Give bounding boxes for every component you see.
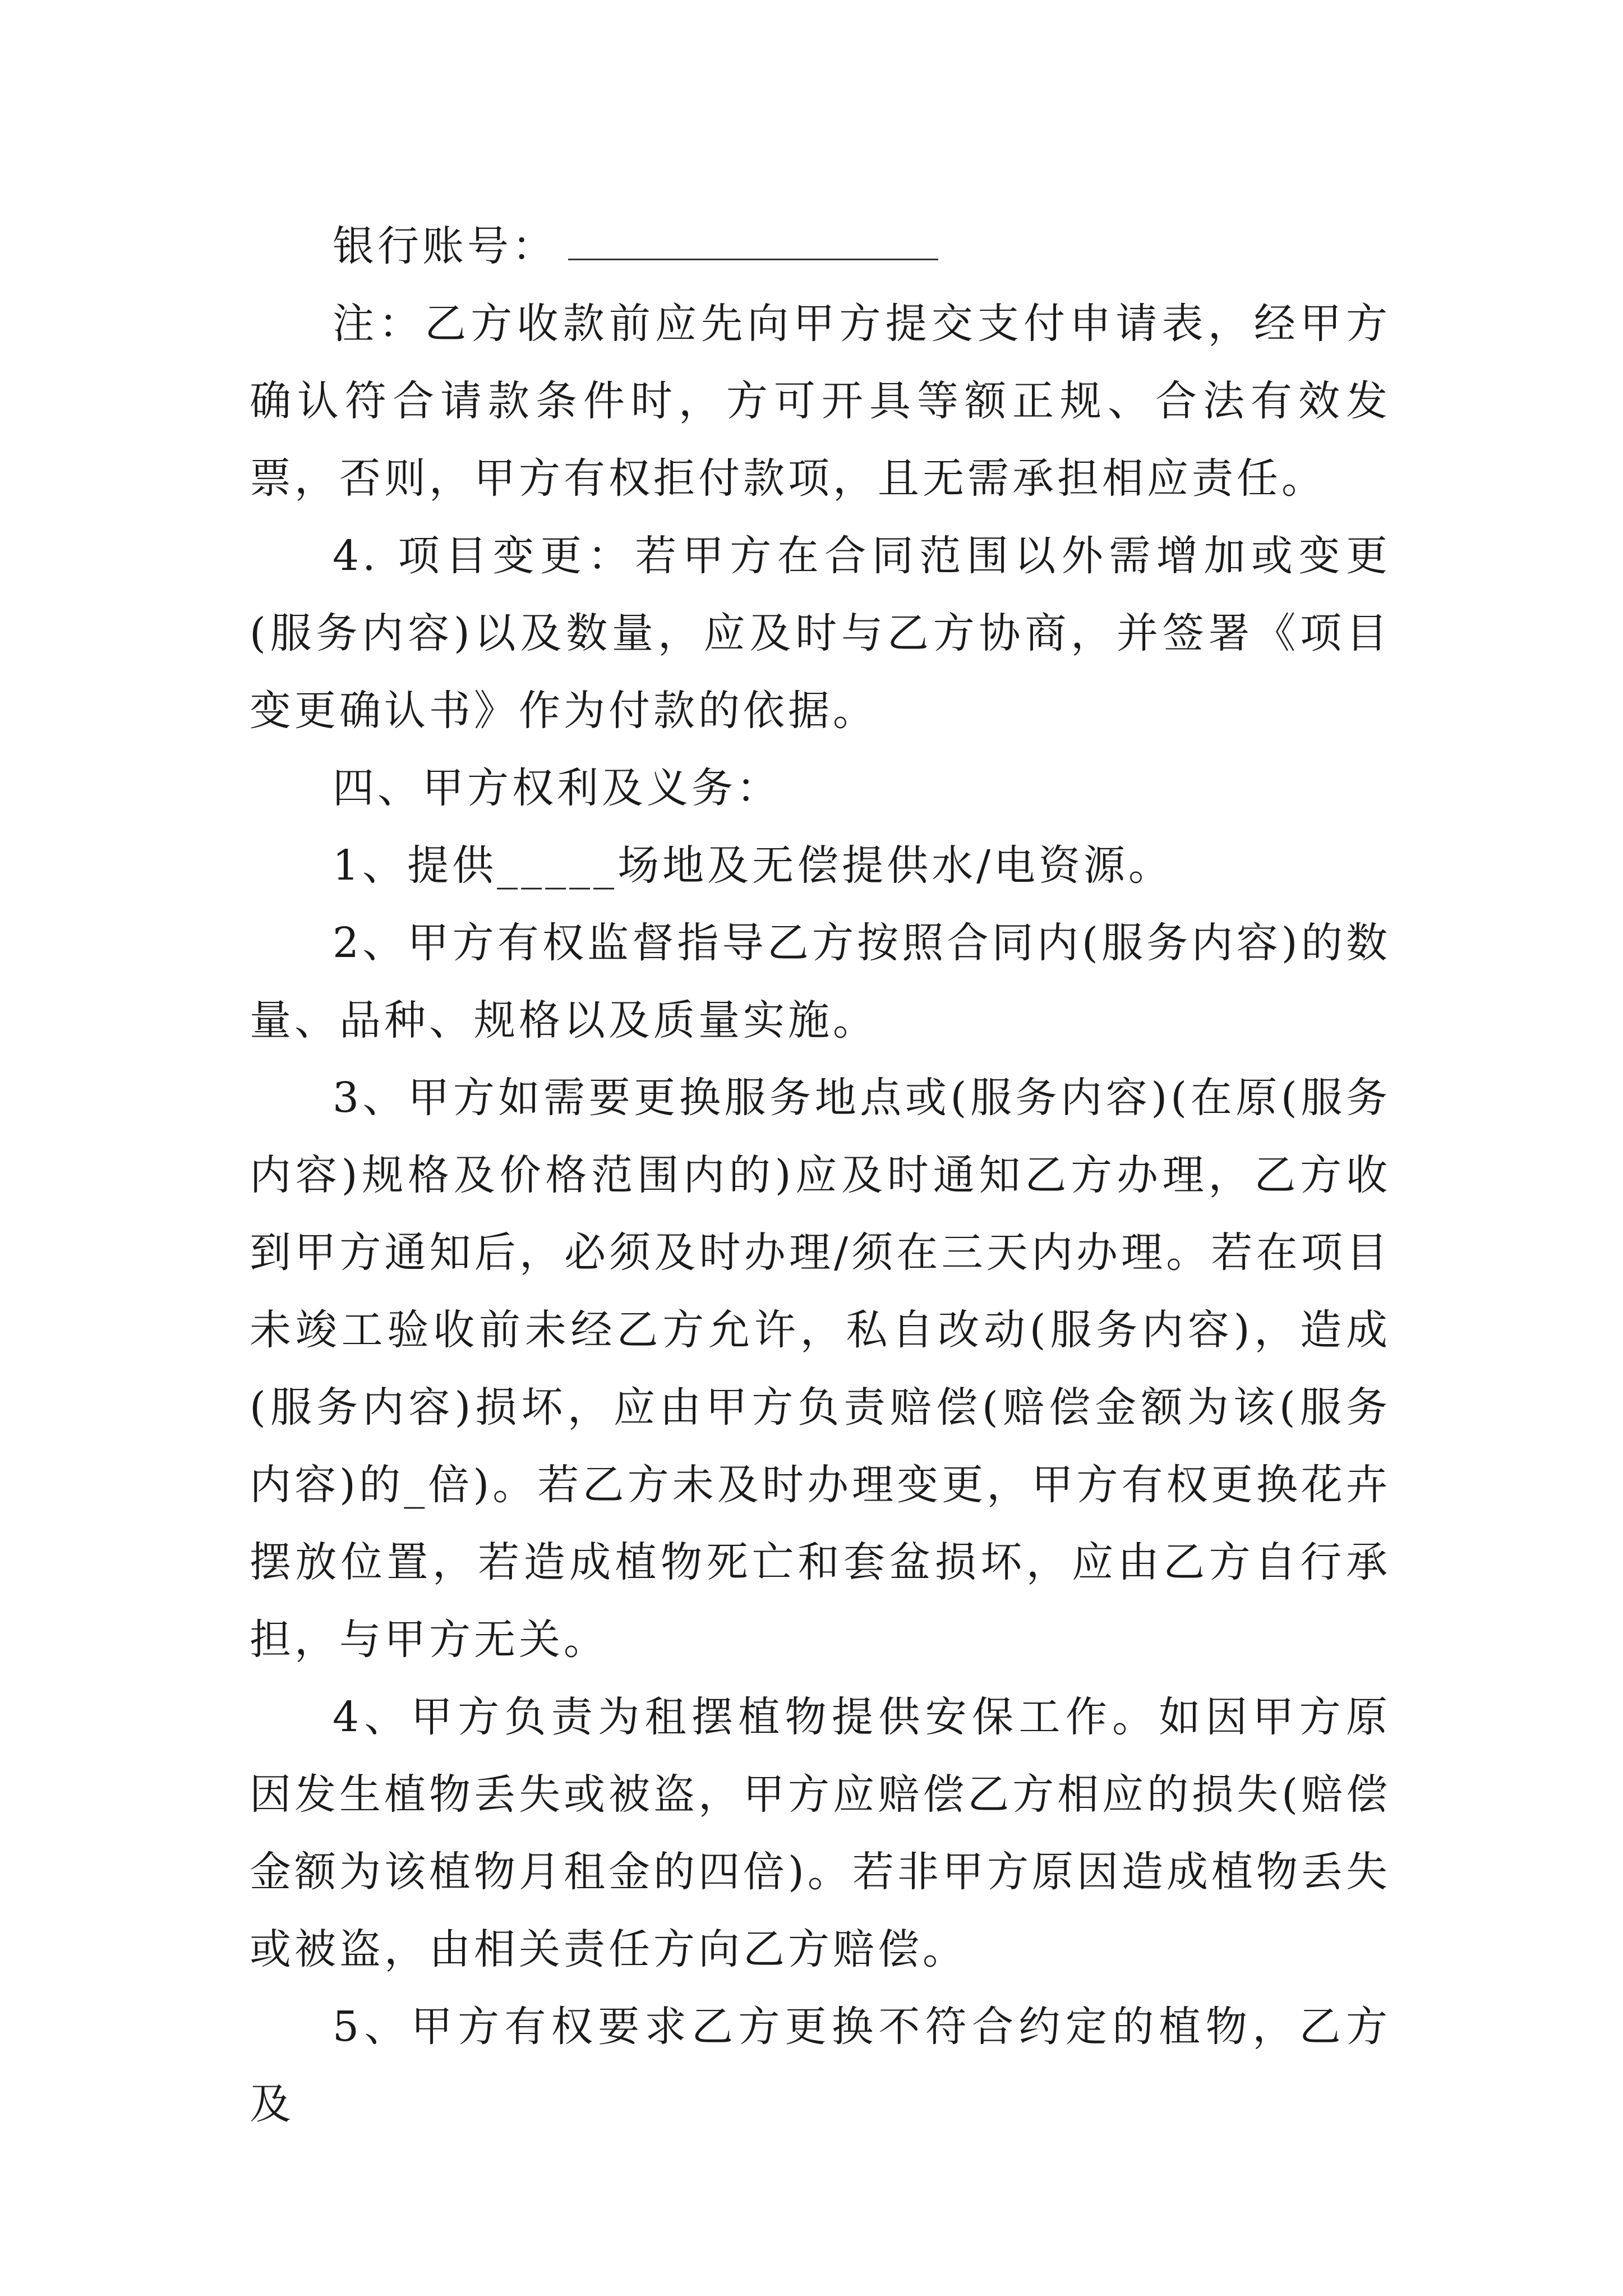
bank-account-label: 银行账号： xyxy=(333,222,557,270)
project-change-paragraph: 4. 项目变更：若甲方在合同范围以外需增加或变更(服务内容)以及数量，应及时与乙方协商，并签署《项目变更确认书》作为付款的依据。 xyxy=(250,532,1391,735)
section-heading: 四、甲方权利及义务： xyxy=(333,764,781,812)
bank-account-blank xyxy=(568,225,938,260)
clause-4: 4、甲方负责为租摆植物提供安保工作。如因甲方原因发生植物丢失或被盗，甲方应赔偿乙方相应的损失(赔偿金额为该植物月租金的四倍)。若非甲方原因造成植物丢失或被盗，由相关责任方向乙方赔偿。 xyxy=(250,1693,1391,1973)
bank-account-line xyxy=(250,208,1391,285)
clause-2: 2、甲方有权监督指导乙方按照合同内(服务内容)的数量、品种、规格以及质量实施。 xyxy=(250,919,1391,1045)
payment-note-paragraph: 注：乙方收款前应先向甲方提交支付申请表，经甲方确认符合请款条件时，方可开具等额正规、合法有效发票，否则，甲方有权拒付款项，且无需承担相应责任。 xyxy=(250,300,1391,503)
clause-5: 5、甲方有权要求乙方更换不符合约定的植物，乙方及 xyxy=(250,2003,1391,2128)
clause-3: 3、甲方如需要更换服务地点或(服务内容)(在原(服务内容)规格及价格范围内的)应及时通知乙方办理，乙方收到甲方通知后，必须及时办理/须在三天内办理。若在项目未竣工验收前未经乙方允许，私自改动(服务内容)，造成(服务内容)损坏，应由甲方负责赔偿(赔偿金额为该(服务内容)的_倍)。若乙方未及时办理变更，甲方有权更换花卉摆放位置，若造成植物死亡和套盆损坏，应由乙方自行承担，与甲方无关。 xyxy=(250,1074,1391,1664)
clause-1: 1、提供_____场地及无偿提供水/电资源。 xyxy=(333,841,1174,890)
document-body xyxy=(250,208,1391,2143)
